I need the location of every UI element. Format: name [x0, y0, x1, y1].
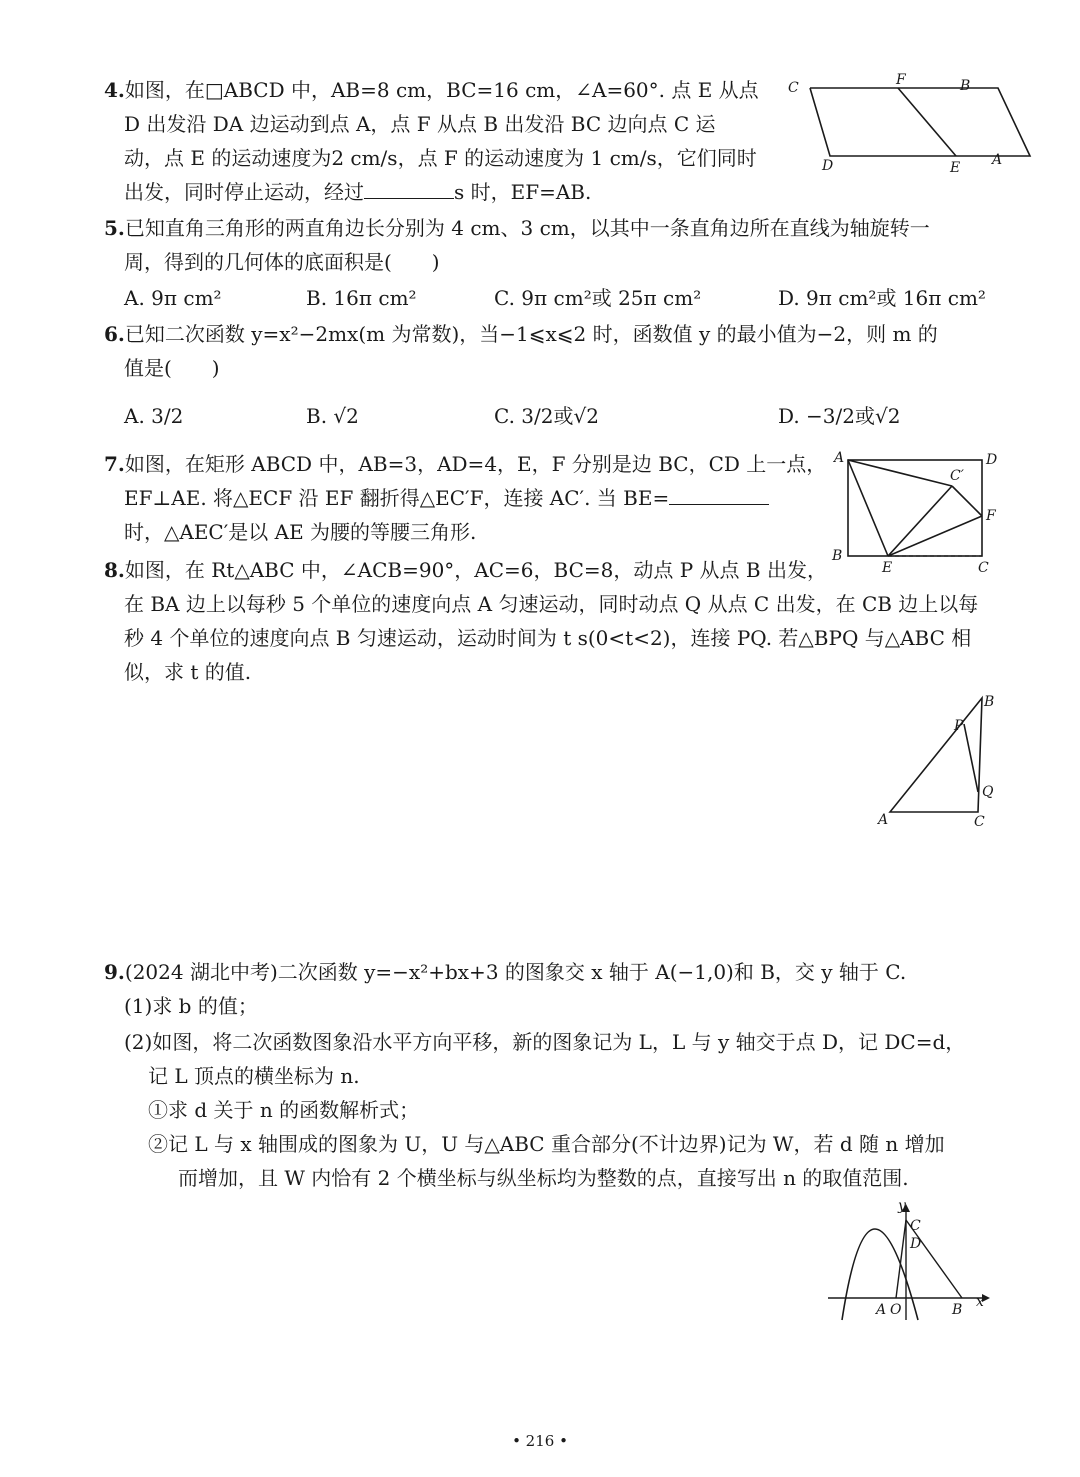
q4-line2: D 出发沿 DA 边运动到点 A，点 F 从点 B 出发沿 BC 边向点 C 运	[124, 112, 716, 136]
label-c: C	[978, 560, 989, 576]
q5-option-c[interactable]: C. 9π cm²或 25π cm²	[494, 286, 702, 310]
label-a: A	[834, 450, 845, 466]
q6-option-a[interactable]: A. 3/2	[124, 404, 184, 428]
q9-line4: 记 L 顶点的横坐标为 n.	[148, 1064, 360, 1088]
q4-number: 4.	[104, 78, 125, 102]
q4-line1: 4.如图，在□ABCD 中，AB=8 cm，BC=16 cm，∠A=60°. 点 E 从点	[104, 78, 759, 102]
label-c-prime: C′	[950, 468, 964, 484]
segment-ef	[898, 88, 956, 156]
triangle-abc	[890, 698, 982, 812]
q9-line2: (1)求 b 的值；	[124, 994, 258, 1018]
q5-option-a[interactable]: A. 9π cm²	[124, 286, 222, 310]
label-d: D	[986, 452, 998, 468]
q9-line5: ①求 d 关于 n 的函数解析式；	[148, 1098, 420, 1122]
q6-option-d[interactable]: D. −3/2或√2	[778, 404, 901, 428]
q4-line4: 出发，同时停止运动，经过 s 时，EF=AB.	[124, 176, 591, 208]
q7-figure-rectangle	[826, 446, 1026, 580]
label-b: B	[832, 548, 843, 564]
q8-line2: 在 BA 边上以每秒 5 个单位的速度向点 A 匀速运动，同时动点 Q 从点 C 出发，在 CB 边上以每	[124, 592, 979, 616]
q7-answer-blank[interactable]	[669, 482, 769, 505]
q8-line1: 8.如图，在 Rt△ABC 中，∠ACB=90°，AC=6，BC=8，动点 P 从点 B 出发，	[104, 558, 827, 582]
segment-ac1	[848, 460, 952, 486]
label-e: E	[882, 560, 893, 576]
q5-option-b[interactable]: B. 16π cm²	[306, 286, 417, 310]
label-x: x	[976, 1294, 984, 1310]
label-e: E	[950, 160, 961, 176]
q9-line3: (2)如图，将二次函数图象沿水平方向平移，新的图象记为 L，L 与 y 轴交于点 D，记 DC=d，	[124, 1030, 966, 1054]
page-number: • 216 •	[512, 1432, 568, 1450]
label-c: C	[974, 814, 985, 830]
q4-answer-blank[interactable]	[364, 176, 454, 199]
label-a: A	[876, 1302, 887, 1318]
q4-line3: 动，点 E 的运动速度为2 cm/s，点 F 的运动速度为 1 cm/s，它们同时	[124, 146, 757, 170]
label-b: B	[952, 1302, 963, 1318]
label-d: D	[822, 158, 834, 174]
label-y: y	[898, 1200, 906, 1214]
q4-figure-parallelogram	[780, 72, 1040, 186]
q8-line3: 秒 4 个单位的速度向点 B 匀速运动，运动时间为 t s(0<t<2)，连接 PQ. 若△BPQ 与△ABC 相	[124, 626, 972, 650]
label-d: D	[910, 1236, 922, 1252]
q5-line1: 5.已知直角三角形的两直角边长分别为 4 cm、3 cm，以其中一条直角边所在直线为轴旋转一	[104, 216, 930, 240]
segment-ae	[848, 460, 888, 556]
segment-ef	[888, 516, 982, 556]
q7-line3: 时，△AEC′是以 AE 为腰的等腰三角形.	[124, 520, 477, 544]
q6-line1: 6.已知二次函数 y=x²−2mx(m 为常数)，当−1⩽x⩽2 时，函数值 y 的最小值为−2，则 m 的	[104, 322, 938, 346]
label-p: P	[954, 718, 964, 734]
q9-line1: 9.(2024 湖北中考)二次函数 y=−x²+bx+3 的图象交 x 轴于 A(−1,0)和 B，交 y 轴于 C.	[104, 960, 907, 984]
segment-ec1	[888, 486, 952, 556]
q6-option-b[interactable]: B. √2	[306, 404, 359, 428]
label-q: Q	[982, 784, 994, 800]
q9-line6: ②记 L 与 x 轴围成的图象为 U，U 与△ABC 重合部分(不计边界)记为 W，若 d 随 n 增加	[148, 1132, 945, 1156]
q9-figure-parabola	[824, 1200, 1004, 1329]
q5-line2: 周，得到的几何体的底面积是( )	[124, 250, 440, 274]
label-c: C	[910, 1218, 921, 1234]
q6-option-c[interactable]: C. 3/2或√2	[494, 404, 599, 428]
label-a: A	[992, 152, 1003, 168]
label-b: B	[960, 78, 971, 94]
q6-line2: 值是( )	[124, 356, 220, 380]
q6-number: 6.	[104, 322, 125, 346]
q8-line4: 似，求 t 的值.	[124, 660, 252, 684]
q8-number: 8.	[104, 558, 125, 582]
q8-figure-triangle	[870, 688, 1010, 837]
q9-line7: 而增加，且 W 内恰有 2 个横坐标与纵坐标均为整数的点，直接写出 n 的取值范围.	[178, 1166, 909, 1190]
q7-number: 7.	[104, 452, 125, 476]
label-f: F	[896, 72, 906, 88]
segment-ac	[896, 1220, 906, 1298]
q7-line2: EF⊥AE. 将△ECF 沿 EF 翻折得△EC′F，连接 AC′. 当 BE=	[124, 482, 769, 514]
segment-pq	[964, 724, 978, 792]
q9-number: 9.	[104, 960, 125, 984]
label-c: C	[788, 80, 799, 96]
q5-number: 5.	[104, 216, 125, 240]
label-a: A	[878, 812, 889, 828]
label-o: O	[890, 1302, 902, 1318]
q7-line1: 7.如图，在矩形 ABCD 中，AB=3，AD=4，E，F 分别是边 BC，CD 上一点，	[104, 452, 827, 476]
label-f: F	[986, 508, 996, 524]
segment-c1f	[952, 486, 982, 516]
q5-option-d[interactable]: D. 9π cm²或 16π cm²	[778, 286, 986, 310]
parallelogram-abcd	[810, 88, 1030, 156]
label-b: B	[984, 694, 995, 710]
